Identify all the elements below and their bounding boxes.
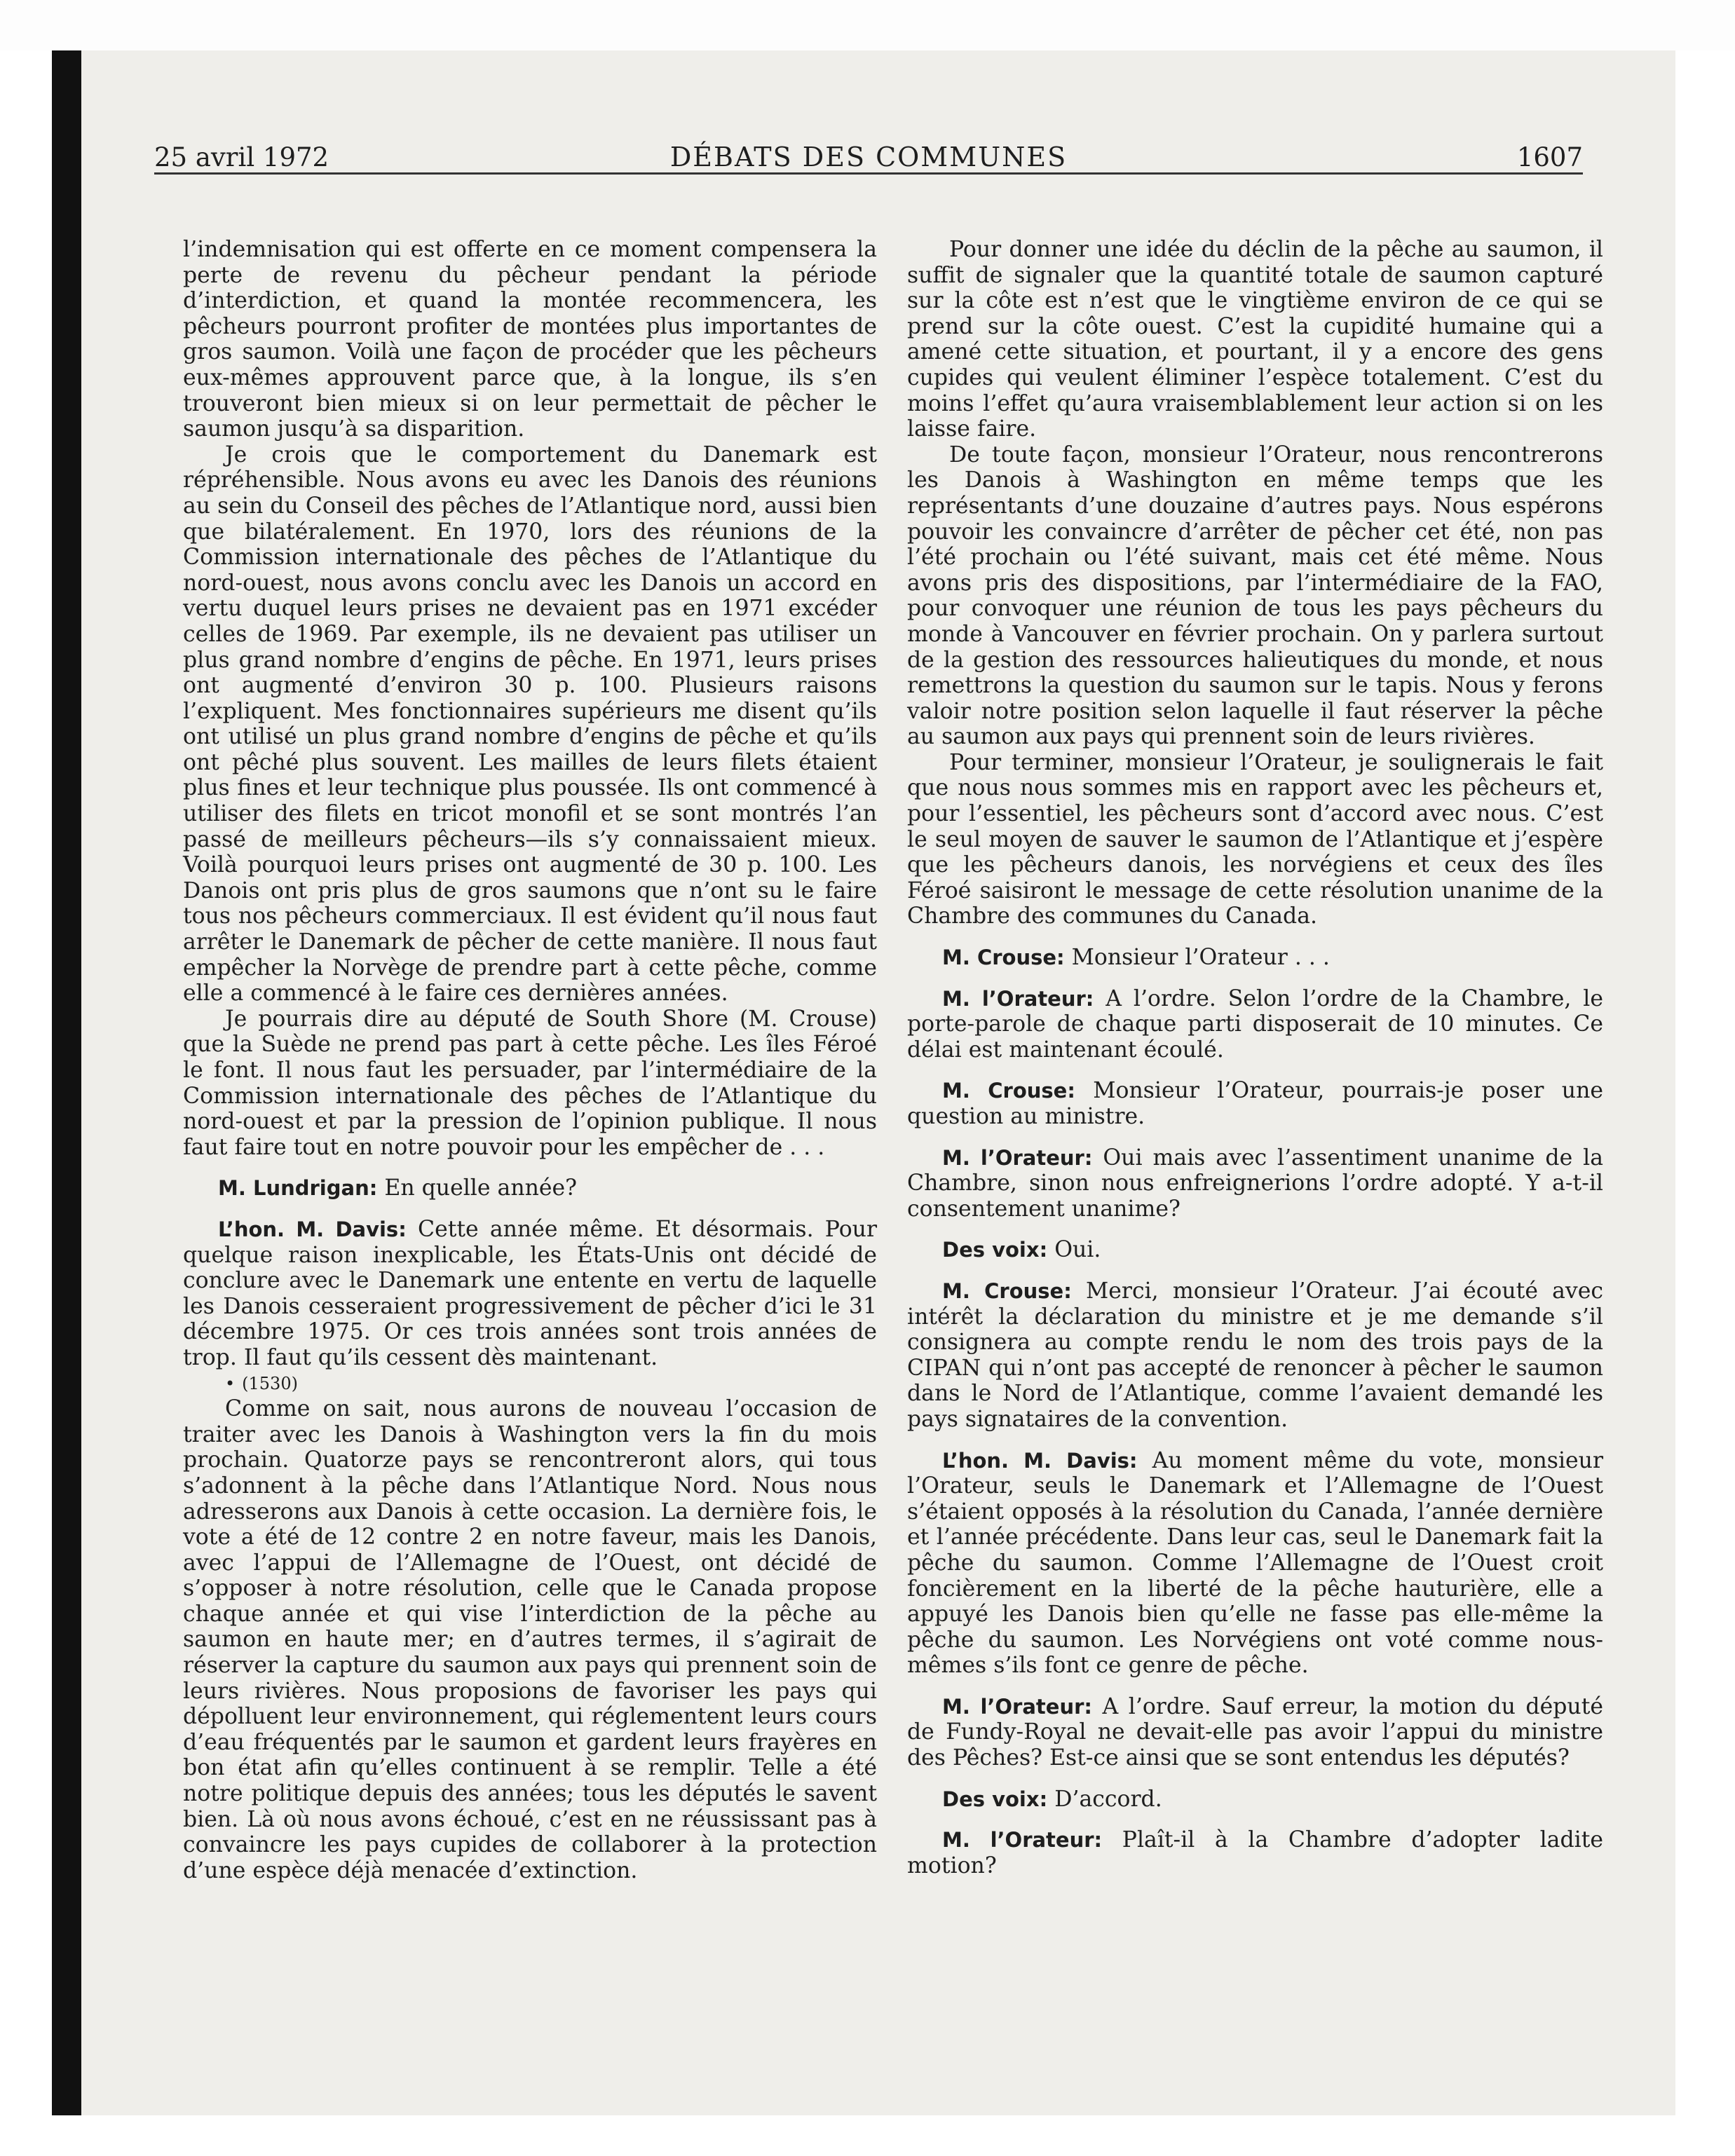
paragraph: Je pourrais dire au député de South Shore (M. Crouse) que la Suède ne prend pas part à cette pêche. Les îles Féroé le font. Il nous faut les persuader, par l’intermédiaire de la Commission internationale des pêches de l’Atlantique du nord-ouest et par la pression de l’opinion publique. Il nous faut faire tout en notre pouvoir pour les empêcher de . . . [183,1006,877,1160]
header-title: DÉBATS DES COMMUNES [669,142,1068,172]
scan-left-edge [52,50,81,2115]
speech [907,1237,1603,1263]
speech-text: D’accord. [1054,1786,1162,1812]
speech [907,1827,1603,1878]
page-number: 1607 [1516,142,1583,172]
speech-text: Oui mais avec l’assentiment unanime de la Chambre, sinon nous enfreignerions l’ordre adopté. Y a-t-il consentement unanime? [907,1145,1604,1222]
paragraph: Pour donner une idée du déclin de la pêche au saumon, il suffit de signaler que la quantité totale de saumon capturé sur la côte est n’est que le vingtième environ de ce qui se prend sur la côte ouest. C’est la cupidité humaine qui a amené cette situation, et pourtant, il y a encore des gens cupides qui veulent éliminer l’espèce totalement. C’est du moins l’effet qu’aura vraisemblablement leur action si on les laisse faire. [907,237,1603,442]
speaker-name: M. Crouse: [942,946,1065,970]
speech [183,1217,877,1371]
speaker-name: M. Crouse: [942,1079,1075,1103]
speech [907,986,1603,1063]
scan-top-margin [0,0,1735,50]
timestamp: (1530) [242,1373,298,1393]
speech-text: En quelle année? [384,1175,578,1201]
page-header [154,140,1583,175]
speaker-name: L’hon. M. Davis: [942,1448,1138,1473]
speaker-name: M. Lundrigan: [218,1176,378,1201]
speech-text: Plaît-il à la Chambre d’adopter ladite motion? [907,1827,1603,1878]
speech [907,1145,1603,1222]
paragraph: Pour terminer, monsieur l’Orateur, je soulignerais le fait que nous nous sommes mis en rapport avec les pêcheurs et, pour l’essentiel, les pêcheurs sont d’accord avec nous. C’est le seul moyen de sauver le saumon de l’Atlantique et j’espère que les pêcheurs danois, les norvégiens et ceux des îles Féroé saisiront le message de cette résolution unanime de la Chambre des communes du Canada. [907,749,1603,929]
speech [907,945,1603,971]
right-column [907,237,1603,1878]
speech-text: Monsieur l’Orateur, pourrais-je poser une question au ministre. [907,1078,1603,1129]
speech [907,1787,1603,1813]
speech [907,1448,1603,1679]
speaker-name: L’hon. M. Davis: [218,1217,407,1241]
header-date: 25 avril 1972 [154,142,329,172]
speaker-name: Des voix: [942,1238,1048,1262]
paragraph: l’indemnisation qui est offerte en ce moment compensera la perte de revenu du pêcheur pendant la période d’interdiction, et quand la montée recommencera, les pêcheurs pourront profiter de montées plus importantes de gros saumon. Voilà une façon de procéder que les pêcheurs eux-mêmes approuvent parce que, à la longue, ils s’en trouveront bien mieux si on leur permettait de pêcher le saumon jusqu’à sa disparition. [183,237,877,442]
speaker-name: M. Crouse: [942,1278,1072,1303]
speech-text: A l’ordre. Selon l’ordre de la Chambre, le porte-parole de chaque parti disposerait de 10 minutes. Ce délai est maintenant écoulé. [907,985,1604,1063]
speech [183,1175,877,1201]
speaker-name: M. l’Orateur: [942,1828,1103,1853]
speech [907,1694,1603,1771]
speech-text: A l’ordre. Sauf erreur, la motion du député de Fundy-Royal ne devait-elle pas avoir l’appui du ministre des Pêches? Est-ce ainsi que se sont entendus les députés? [907,1693,1603,1771]
paragraph: De toute façon, monsieur l’Orateur, nous rencontrerons les Danois à Washington en même temps que les représentants d’une douzaine d’autres pays. Nous espérons pouvoir les convaincre d’arrêter de pêcher cet été, non pas l’été prochain ou l’été suivant, mais cet été même. Nous avons pris des dispositions, par l’intermédiaire de la FAO, pour convoquer une réunion de tous les pays pêcheurs du monde à Vancouver en février prochain. On y parlera surtout de la gestion des ressources halieutiques du monde, et nous remettrons la question du saumon sur le tapis. Nous y ferons valoir notre position selon laquelle il faut réserver la pêche au saumon aux pays qui prennent soin de leurs rivières. [907,442,1603,750]
speaker-name: M. l’Orateur: [942,1145,1093,1170]
speech-text: Au moment même du vote, monsieur l’Orateur, seuls le Danemark et l’Allemagne de l’Ouest s’étaient opposés à la résolution du Canada, l’année dernière et l’année précédente. Dans leur cas, seul le Danemark fait la pêche du saumon. Comme l’Allemagne de l’Ouest croit foncièrement en la liberté de la pêche hauturière, elle a appuyé les Danois bien qu’elle ne fasse pas elle-même la pêche du saumon. Les Norvégiens ont voté comme nous-mêmes s’ils font ce genre de pêche. [907,1447,1604,1679]
speech-text: Monsieur l’Orateur . . . [1071,945,1330,971]
speech [907,1278,1603,1433]
document-page [81,50,1675,2115]
speech-text: Merci, monsieur l’Orateur. J’ai écouté avec intérêt la déclaration du ministre et je me demande s’il consignera au compte rendu le nom des trois pays de la CIPAN qui n’ont pas accepté de renoncer à pêcher le saumon dans le Nord de l’Atlantique, comme l’avaient demandé les pays signataires de la convention. [907,1278,1603,1432]
left-column [183,237,877,1883]
speech [907,1078,1603,1129]
speaker-name: M. l’Orateur: [942,986,1094,1011]
speaker-name: Des voix: [942,1787,1048,1811]
paragraph: Je crois que le comportement du Danemark est répréhensible. Nous avons eu avec les Danois des réunions au sein du Conseil des pêches de l’Atlantique nord, aussi bien que bilatéralement. En 1970, lors des réunions de la Commission internationale des pêches de l’Atlantique du nord-ouest, nous avons conclu avec les Danois un accord en vertu duquel leurs prises ne devaient pas en 1971 excéder celles de 1969. Par exemple, ils ne devaient pas utiliser un plus grand nombre d’engins de pêche. En 1971, leurs prises ont augmenté d’environ 30 p. 100. Plusieurs raisons l’expliquent. Mes fonctionnaires supérieurs me disent qu’ils ont utilisé un plus grand nombre d’engins de pêche et qu’ils ont pêché plus souvent. Les mailles de leurs filets étaient plus fines et leur technique plus poussée. Ils ont commencé à utiliser des filets en tricot monofil et se sont montrés l’an passé de meilleurs pêcheurs—ils s’y connaissaient mieux. Voilà pourquoi leurs prises ont augmenté de 30 p. 100. Les Danois ont pris plus de gros saumons que n’ont su le faire tous nos pêcheurs commerciaux. Il est évident qu’il nous faut arrêter le Danemark de pêcher de cette manière. Il nous faut empêcher la Norvège de prendre part à cette pêche, comme elle a commencé à le faire ces dernières années. [183,442,877,1007]
speaker-name: M. l’Orateur: [942,1694,1093,1719]
speech-text: Oui. [1054,1237,1101,1263]
speech-text: Cette année même. Et désormais. Pour quelque raison inexplicable, les États-Unis ont décidé de conclure avec le Danemark une entente en vertu de laquelle les Danois cesseraient progressivement de pêcher d’ici le 31 décembre 1975. Or ces trois années sont trois années de trop. Il faut qu’ils cessent dès maintenant. [183,1216,878,1370]
timestamp-marker [183,1371,877,1397]
bullet-icon: • [225,1373,236,1393]
paragraph: Comme on sait, nous aurons de nouveau l’occasion de traiter avec les Danois à Washington vers la fin du mois prochain. Quatorze pays se rencontreront alors, qui tous s’adonnent à la pêche dans l’Atlantique Nord. Nous nous adresserons aux Danois à cette occasion. La dernière fois, le vote a été de 12 contre 2 en notre faveur, mais les Danois, avec l’appui de l’Allemagne de l’Ouest, ont décidé de s’opposer à notre résolution, celle que le Canada propose chaque année et qui vise l’interdiction de la pêche au saumon en haute mer; en d’autres termes, il s’agirait de réserver la capture du saumon aux pays qui prennent soin de leurs rivières. Nous proposions de favoriser les pays qui dépolluent leur environnement, qui réglementent leurs cours d’eau fréquentés par le saumon et gardent leurs frayères en bon état afin qu’elles continuent à se remplir. Telle a été notre politique depuis des années; tous les députés le savent bien. Là où nous avons échoué, c’est en ne réussissant pas à convaincre les pays cupides de collaborer à la protection d’une espèce déjà menacée d’extinction. [183,1396,877,1883]
